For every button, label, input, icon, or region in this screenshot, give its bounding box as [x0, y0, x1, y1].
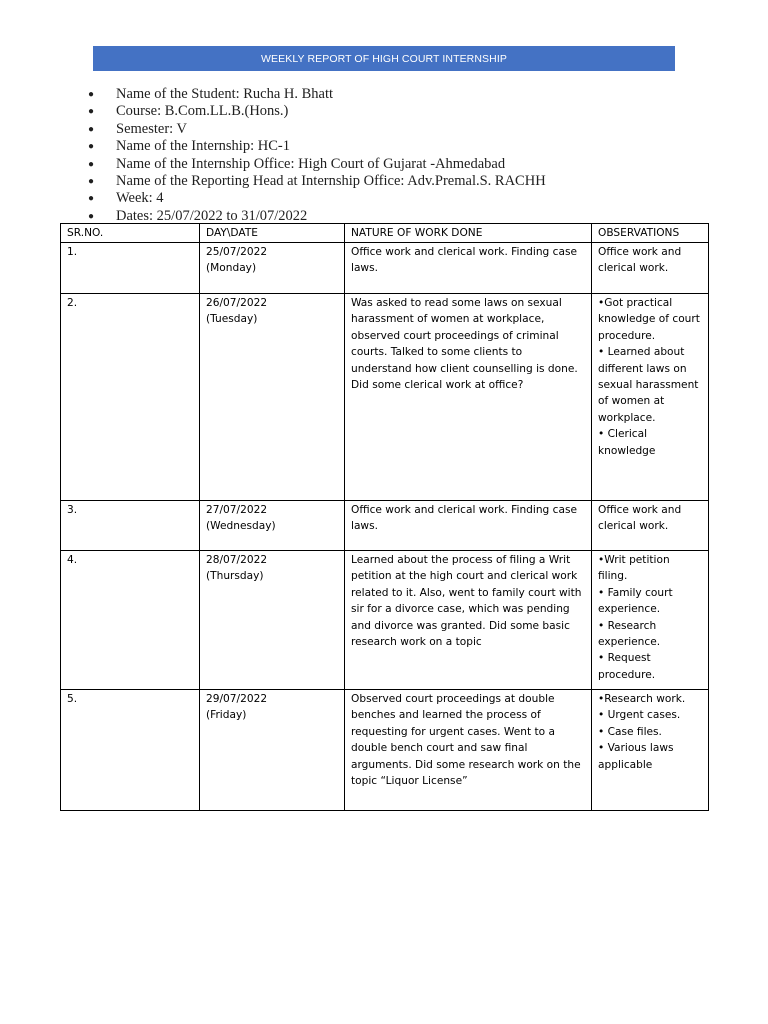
table-row [61, 501, 709, 551]
observations-cell [592, 243, 709, 294]
observation-item: • Clerical knowledge [598, 428, 656, 457]
info-item-student: ● Name of the Student: Rucha H. Bhatt [88, 86, 334, 102]
info-item-internship: ● Name of the Internship: HC-1 [88, 138, 290, 155]
day-text: (Tuesday) [206, 313, 258, 326]
info-item-dates: ● Dates: 25/07/2022 to 31/07/2022 [88, 207, 308, 224]
date-text: 25/07/2022 [206, 246, 268, 258]
header-day-date: DAY\DATE [200, 224, 345, 243]
table-row [61, 690, 709, 811]
sr-no-cell: 5. [61, 690, 200, 811]
table-row [61, 243, 709, 294]
sr-no-cell: 1. [61, 243, 200, 294]
table-row [61, 294, 709, 501]
bullet-icon: ● [88, 175, 95, 187]
day-text: (Wednesday) [206, 520, 276, 533]
observation-item: • Request procedure. [598, 652, 656, 681]
info-item-semester: ● Semester: V [88, 120, 188, 137]
work-done-cell: Office work and clerical work. Finding case laws. [345, 243, 592, 294]
observations-cell [592, 501, 709, 551]
student-info-list [88, 86, 546, 225]
observation-item: • Urgent cases. [598, 709, 681, 722]
sr-no-cell: 2. [61, 294, 200, 501]
info-item-reporting-head: ● Name of the Reporting Head at Internship Office: Adv.Premal.S. RACHH [88, 172, 546, 189]
observation-item: Office work and clerical work. [598, 504, 682, 533]
work-done-cell: Office work and clerical work. Finding case laws. [345, 501, 592, 551]
bullet-icon: ● [88, 210, 95, 222]
day-date-cell [200, 551, 345, 690]
observations-cell [592, 294, 709, 501]
observation-item: • Research experience. [598, 619, 661, 649]
bullet-icon: ● [88, 89, 95, 100]
date-text: 28/07/2022 [206, 554, 268, 566]
bullet-icon: ● [88, 106, 95, 118]
sr-no-cell: 4. [61, 551, 200, 690]
observation-item: • Case files. [598, 725, 662, 738]
header-sr-no: SR.NO. [61, 224, 200, 243]
observation-item: Office work and clerical work. [598, 246, 682, 275]
info-item-office: ● Name of the Internship Office: High Court of Gujarat -Ahmedabad [88, 155, 506, 172]
report-title: WEEKLY REPORT OF HIGH COURT INTERNSHIP [93, 46, 675, 71]
day-text: (Friday) [206, 709, 247, 722]
day-date-cell [200, 501, 345, 551]
date-text: 26/07/2022 [206, 297, 268, 309]
work-done-cell: Was asked to read some laws on sexual harassment of women at workplace, observed court proceedings of criminal courts. Talked to some clients to understand how client counselling is done. Did some clerical work at office? [345, 294, 592, 501]
observation-item: • Various laws applicable [598, 742, 674, 771]
observations-cell [592, 690, 709, 811]
work-done-cell: Learned about the process of filing a Writ petition at the high court and clerical work related to it. Also, went to family court with sir for a divorce case, which was pending and divorce was granted. Did some basic research work on a topic [345, 551, 592, 690]
header-observations: OBSERVATIONS [592, 224, 709, 243]
observation-item: • Family court experience. [598, 586, 673, 616]
work-done-cell: Observed court proceedings at double benches and learned the process of requesting for urgent cases. Went to a double bench court and saw final arguments. Did some research work on the topic “Liquor License” [345, 690, 592, 811]
bullet-icon: ● [88, 141, 95, 153]
day-text: (Thursday) [206, 570, 264, 583]
weekly-report-table [60, 223, 709, 811]
observation-item: •Got practical knowledge of court procedure. [598, 297, 700, 342]
date-text: 29/07/2022 [206, 693, 268, 705]
info-item-course: ● Course: B.Com.LL.B.(Hons.) [88, 103, 289, 120]
day-date-cell [200, 690, 345, 811]
day-text: (Monday) [206, 262, 257, 275]
table-row [61, 551, 709, 690]
bullet-icon: ● [88, 158, 95, 170]
day-date-cell [200, 243, 345, 294]
bullet-icon: ● [88, 123, 95, 135]
info-item-week: ● Week: 4 [88, 190, 164, 207]
header-nature-of-work: NATURE OF WORK DONE [345, 224, 592, 243]
observation-item: • Learned about different laws on sexual harassment of women at workplace. [598, 346, 699, 424]
date-text: 27/07/2022 [206, 504, 268, 516]
observations-cell [592, 551, 709, 690]
sr-no-cell: 3. [61, 501, 200, 551]
bullet-icon: ● [88, 193, 95, 205]
observation-item: •Research work. [598, 693, 686, 705]
observation-item: •Writ petition filing. [598, 554, 670, 583]
table-header-row [61, 224, 709, 243]
day-date-cell [200, 294, 345, 501]
